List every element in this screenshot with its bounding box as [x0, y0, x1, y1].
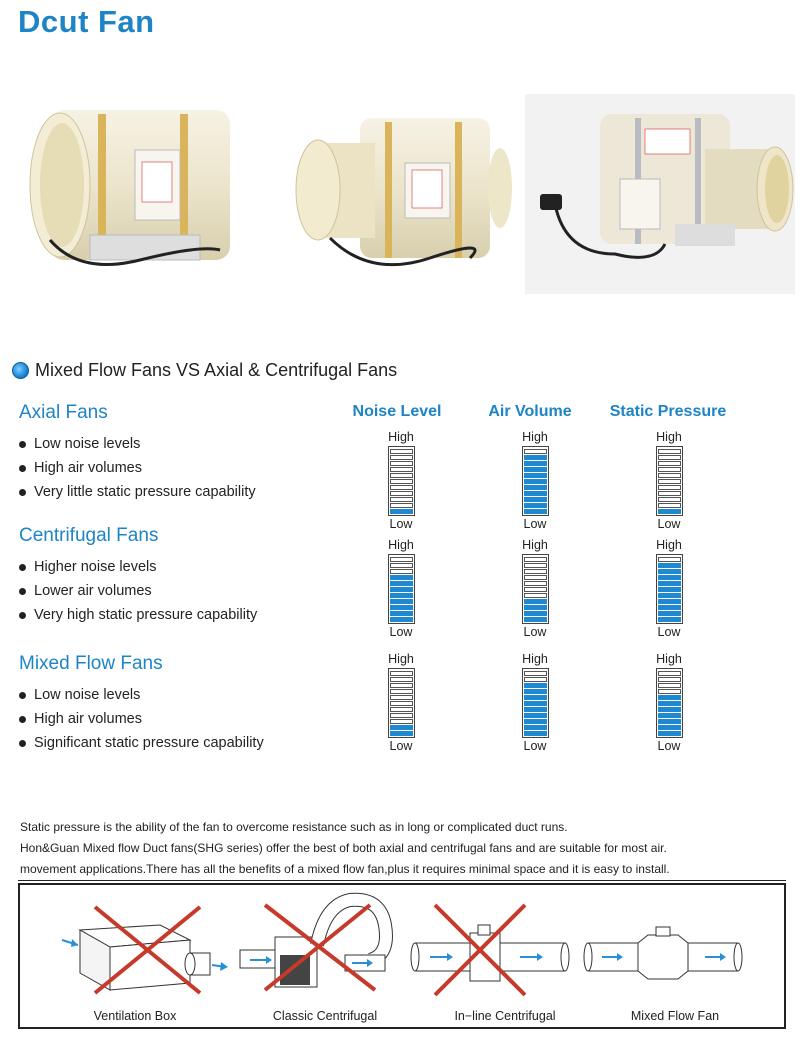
meter-segment	[390, 455, 413, 460]
meter-segment	[524, 461, 547, 466]
meter-segment	[524, 557, 547, 562]
meter-segment	[658, 581, 681, 586]
bullet-icon	[19, 716, 26, 723]
meter-segment	[658, 671, 681, 676]
meter-segment	[524, 587, 547, 592]
diagram-classic-centrifugal	[230, 885, 420, 1027]
list-item: Lower air volumes	[19, 579, 257, 603]
diagram-mixed-flow-fan	[580, 885, 770, 1027]
meter-segment	[524, 713, 547, 718]
meter-segment	[658, 575, 681, 580]
meter-segment	[390, 587, 413, 592]
meter-segment	[524, 695, 547, 700]
meter-high-label: High	[522, 430, 548, 444]
description-line-3: movement applications.There has all the benefits of a mixed flow fan,plus it requires minimal space and it is easy to install.	[20, 862, 670, 876]
meter-segment	[658, 683, 681, 688]
meter-bar	[656, 668, 683, 738]
meter-segment	[390, 593, 413, 598]
meter-segment	[658, 455, 681, 460]
comparison-heading: Mixed Flow Fans VS Axial & Centrifugal Fans	[12, 360, 397, 381]
meter-segment	[524, 719, 547, 724]
meter-segment	[658, 497, 681, 502]
meter-segment	[658, 611, 681, 616]
bullet-icon	[19, 441, 26, 448]
meter-segment	[524, 683, 547, 688]
bullet-icon	[19, 489, 26, 496]
meter-segment	[524, 617, 547, 622]
meter-high-label: High	[388, 430, 414, 444]
meter-segment	[658, 707, 681, 712]
meter-bar	[388, 446, 415, 516]
meter-segment	[390, 569, 413, 574]
meter-segment	[524, 677, 547, 682]
meter-segment	[658, 713, 681, 718]
bullet-icon	[19, 740, 26, 747]
classic-centrifugal-icon	[230, 885, 420, 1005]
meter-segment	[390, 719, 413, 724]
diagram-caption: Mixed Flow Fan	[630, 1009, 720, 1023]
meter-noise-level	[371, 430, 431, 531]
meter-low-label: Low	[657, 517, 681, 531]
meter-segment	[390, 479, 413, 484]
meter-segment	[390, 467, 413, 472]
meter-low-label: Low	[523, 625, 547, 639]
meter-segment	[658, 491, 681, 496]
list-item: Very high static pressure capability	[19, 603, 257, 627]
meter-high-label: High	[656, 652, 682, 666]
list-item: Low noise levels	[19, 432, 256, 456]
meter-segment	[390, 485, 413, 490]
meter-low-label: Low	[657, 739, 681, 753]
meter-bar	[656, 554, 683, 624]
meter-segment	[390, 575, 413, 580]
fan-type-centrifugal	[19, 525, 257, 627]
meter-bar	[522, 668, 549, 738]
meter-high-label: High	[522, 652, 548, 666]
meter-segment	[658, 587, 681, 592]
meter-segment	[658, 725, 681, 730]
meter-segment	[658, 479, 681, 484]
installation-diagrams	[18, 883, 786, 1029]
meter-noise-level	[371, 652, 431, 753]
meter-bar	[656, 446, 683, 516]
ventilation-box-icon	[40, 885, 230, 1005]
meter-segment	[658, 569, 681, 574]
meter-segment	[524, 479, 547, 484]
meter-segment	[390, 563, 413, 568]
meter-bar	[388, 554, 415, 624]
meter-segment	[524, 575, 547, 580]
meter-segment	[658, 599, 681, 604]
meter-segment	[390, 557, 413, 562]
meter-low-label: Low	[389, 739, 413, 753]
meter-noise-level	[371, 538, 431, 639]
meter-segment	[390, 713, 413, 718]
fan-type-name: Axial Fans	[19, 402, 108, 423]
meter-segment	[658, 677, 681, 682]
list-item: Higher noise levels	[19, 555, 257, 579]
meter-segment	[658, 557, 681, 562]
meter-segment	[658, 605, 681, 610]
meter-static-pressure	[639, 652, 699, 753]
meter-segment	[524, 701, 547, 706]
meter-segment	[390, 725, 413, 730]
diagram-caption: Ventilation Box	[93, 1009, 177, 1023]
meter-segment	[390, 473, 413, 478]
meter-segment	[658, 509, 681, 514]
column-header-static-pressure: Static Pressure	[609, 403, 727, 420]
fan-type-axial	[19, 402, 256, 504]
meter-air-volume	[505, 652, 565, 753]
meter-segment	[658, 473, 681, 478]
meter-low-label: Low	[389, 625, 413, 639]
column-header-noise-level: Noise Level	[352, 403, 442, 420]
meter-segment	[390, 449, 413, 454]
meter-low-label: Low	[389, 517, 413, 531]
meter-static-pressure	[639, 430, 699, 531]
diagram-caption: In−line Centrifugal	[454, 1009, 556, 1023]
fan-type-name: Centrifugal Fans	[19, 525, 159, 546]
blue-circle-icon	[12, 362, 29, 379]
meter-segment	[524, 497, 547, 502]
meter-segment	[524, 707, 547, 712]
meter-segment	[658, 485, 681, 490]
meter-segment	[524, 581, 547, 586]
bullet-icon	[19, 588, 26, 595]
meter-segment	[390, 689, 413, 694]
meter-segment	[524, 563, 547, 568]
bullet-icon	[19, 612, 26, 619]
meter-segment	[524, 485, 547, 490]
meter-segment	[390, 611, 413, 616]
meter-segment	[524, 473, 547, 478]
diagram-caption: Classic Centrifugal	[272, 1009, 378, 1023]
meter-segment	[524, 467, 547, 472]
list-item: High air volumes	[19, 456, 256, 480]
list-item: Very little static pressure capability	[19, 480, 256, 504]
meter-segment	[524, 671, 547, 676]
meter-segment	[524, 605, 547, 610]
meter-segment	[390, 707, 413, 712]
page-title: Dcut Fan	[18, 4, 155, 39]
meter-segment	[390, 671, 413, 676]
meter-segment	[524, 593, 547, 598]
product-photo-3	[525, 94, 795, 294]
meter-segment	[390, 683, 413, 688]
meter-segment	[390, 677, 413, 682]
meter-segment	[658, 467, 681, 472]
divider	[18, 880, 786, 881]
meter-bar	[522, 554, 549, 624]
bullet-icon	[19, 692, 26, 699]
meter-segment	[524, 509, 547, 514]
meter-segment	[524, 611, 547, 616]
meter-segment	[390, 605, 413, 610]
meter-segment	[658, 617, 681, 622]
diagram-ventilation-box	[40, 885, 230, 1027]
meter-segment	[524, 569, 547, 574]
list-item: Low noise levels	[19, 683, 264, 707]
meter-segment	[524, 725, 547, 730]
meter-low-label: Low	[657, 625, 681, 639]
description-line-2: Hon&Guan Mixed flow Duct fans(SHG series) offer the best of both axial and centrifugal fans and are suitable for most air.	[20, 841, 667, 855]
meter-segment	[390, 695, 413, 700]
mixed-flow-fan-icon	[580, 885, 770, 1005]
meter-segment	[390, 581, 413, 586]
meter-segment	[524, 455, 547, 460]
meter-bar	[388, 668, 415, 738]
meter-segment	[390, 491, 413, 496]
bullet-icon	[19, 465, 26, 472]
meter-air-volume	[505, 538, 565, 639]
meter-high-label: High	[656, 538, 682, 552]
product-photo-1	[20, 100, 240, 280]
fan-type-mixed-flow	[19, 653, 264, 755]
meter-segment	[390, 503, 413, 508]
fan-type-name: Mixed Flow Fans	[19, 653, 163, 674]
meter-segment	[658, 461, 681, 466]
meter-segment	[658, 695, 681, 700]
meter-static-pressure	[639, 538, 699, 639]
meter-segment	[658, 449, 681, 454]
meter-segment	[524, 731, 547, 736]
meter-segment	[390, 509, 413, 514]
meter-segment	[658, 503, 681, 508]
meter-segment	[658, 689, 681, 694]
meter-low-label: Low	[523, 739, 547, 753]
list-item: High air volumes	[19, 707, 264, 731]
meter-air-volume	[505, 430, 565, 531]
meter-segment	[658, 593, 681, 598]
diagram-inline-centrifugal	[410, 885, 600, 1027]
meter-segment	[658, 719, 681, 724]
meter-high-label: High	[388, 652, 414, 666]
meter-segment	[658, 731, 681, 736]
bullet-icon	[19, 564, 26, 571]
meter-segment	[524, 503, 547, 508]
meter-high-label: High	[656, 430, 682, 444]
meter-segment	[524, 689, 547, 694]
description-line-1: Static pressure is the ability of the fan to overcome resistance such as in long or complicated duct runs.	[20, 820, 568, 834]
inline-centrifugal-icon	[410, 885, 600, 1005]
meter-segment	[390, 617, 413, 622]
meter-segment	[658, 563, 681, 568]
list-item: Significant static pressure capability	[19, 731, 264, 755]
meter-low-label: Low	[523, 517, 547, 531]
meter-segment	[390, 461, 413, 466]
meter-high-label: High	[522, 538, 548, 552]
meter-segment	[658, 701, 681, 706]
meter-segment	[524, 491, 547, 496]
product-photo-2	[290, 108, 515, 278]
meter-segment	[390, 701, 413, 706]
column-header-air-volume: Air Volume	[488, 403, 572, 420]
meter-segment	[390, 599, 413, 604]
meter-high-label: High	[388, 538, 414, 552]
meter-segment	[390, 731, 413, 736]
meter-segment	[524, 599, 547, 604]
meter-segment	[524, 449, 547, 454]
meter-segment	[390, 497, 413, 502]
meter-bar	[522, 446, 549, 516]
